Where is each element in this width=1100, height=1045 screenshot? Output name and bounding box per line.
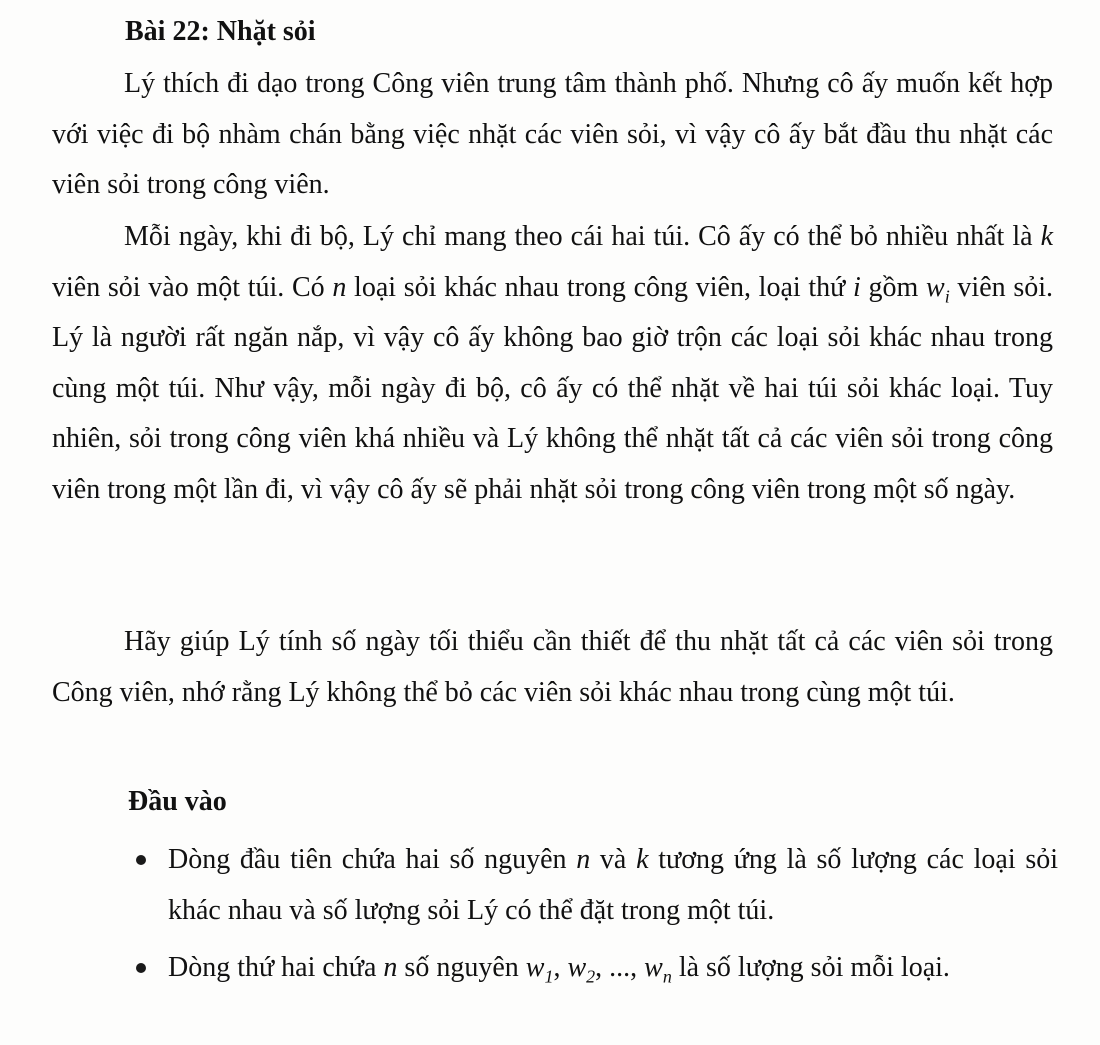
bullet-dot-icon <box>136 963 146 973</box>
text-run: gồm <box>860 271 927 303</box>
bullet-dot-icon <box>136 855 146 865</box>
paragraph-intro: Lý thích đi dạo trong Công viên trung tâm thành phố. Nhưng cô ấy muốn kết hợp với việc đi bộ nhàm chán bằng việc nhặt các viên sỏi, vì vậy cô ấy bắt đầu thu nhặt các viên sỏi trong công viên. <box>52 68 1053 200</box>
text-run: loại sỏi khác nhau trong công viên, loại thứ <box>346 271 854 303</box>
variable-w: w <box>926 271 945 303</box>
subscript-1: 1 <box>544 966 554 987</box>
text-run: , <box>553 952 568 983</box>
variable-k: k <box>1040 221 1053 252</box>
text-run: viên sỏi. Lý là người rất ngăn nắp, vì vậy cô ấy không bao giờ trộn các loại sỏi khác nhau trong cùng một túi. Như vậy, mỗi ngày đi bộ, cô ấy có thể nhặt về hai túi sỏi khác loại. Tuy nhiên, sỏi trong công viên khá nhiều và Lý không thể nhặt tất cả các viên sỏi trong công viên trong một lần đi, vì vậy cô ấy sẽ phải nhặt sỏi trong công viên trong một số ngày. <box>52 271 1054 505</box>
text-run: viên sỏi vào một túi. Có <box>52 271 333 303</box>
input-bullet-list <box>128 835 1058 1001</box>
text-run: , ..., <box>595 952 645 983</box>
variable-w2: w <box>567 952 587 983</box>
text-run: là số lượng sỏi mỗi loại. <box>671 952 950 983</box>
variable-k: k <box>636 844 649 875</box>
text-run: số nguyên <box>397 952 526 983</box>
text-run: tương ứng là số lượng các loại sỏi khác nhau và số lượng sỏi Lý có thể đặt trong một túi. <box>168 844 1059 926</box>
subscript-i: i <box>944 286 950 307</box>
input-heading: Đầu vào <box>128 786 227 817</box>
problem-title: Bài 22: Nhặt sỏi <box>125 16 316 47</box>
subscript-n: n <box>662 966 672 987</box>
variable-n: n <box>383 952 398 983</box>
variable-w1: w <box>525 952 545 983</box>
text-run: Dòng thứ hai chứa <box>168 952 384 983</box>
list-item <box>128 835 1058 936</box>
variable-n: n <box>576 844 591 875</box>
variable-wn: w <box>644 952 663 983</box>
paragraph-task: Hãy giúp Lý tính số ngày tối thiểu cần thiết để thu nhặt tất cả các viên sỏi trong Công viên, nhớ rằng Lý không thể bỏ các viên sỏi khác nhau trong cùng một túi. <box>52 626 1053 708</box>
text-run: Dòng đầu tiên chứa hai số nguyên <box>168 844 577 875</box>
paragraph-rules <box>52 212 1053 515</box>
variable-i: i <box>853 271 861 303</box>
text-run: Mỗi ngày, khi đi bộ, Lý chỉ mang theo cái hai túi. Cô ấy có thể bỏ nhiều nhất là <box>124 221 1041 252</box>
text-run: và <box>590 844 637 875</box>
variable-n: n <box>332 271 347 303</box>
list-item <box>128 943 1058 994</box>
subscript-2: 2 <box>586 966 596 987</box>
